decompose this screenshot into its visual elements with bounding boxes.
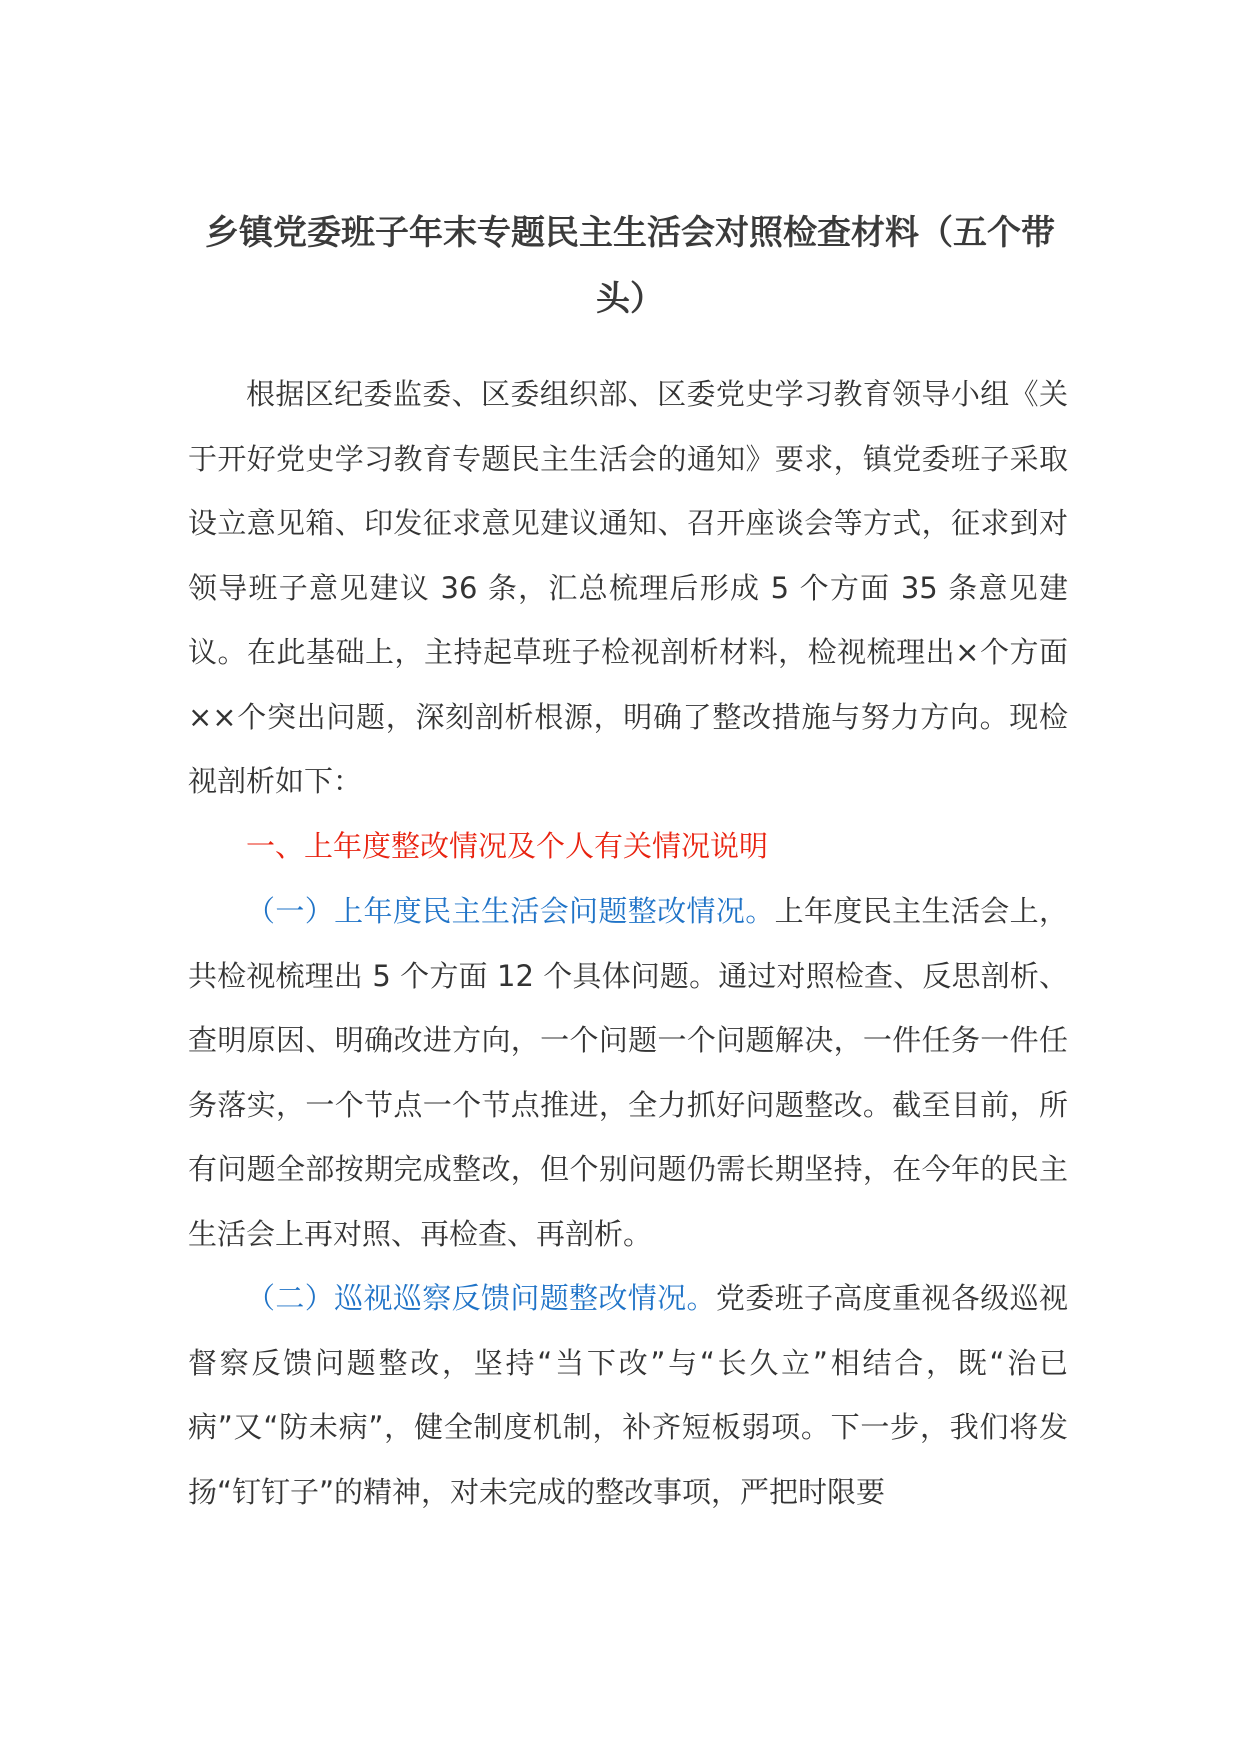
subsection-2-lead: （二）巡视巡察反馈问题整改情况。 (246, 1281, 716, 1315)
intro-paragraph: 根据区纪委监委、区委组织部、区委党史学习教育领导小组《关于开好党史学习教育专题民主生活会的通知》要求，镇党委班子采取设立意见箱、印发征求意见建议通知、召开座谈会等方式，征求到对领导班子意见建议 36 条，汇总梳理后形成 5 个方面 35 条意见建议。在此基础上，主持起草班子检视剖析材料，检视梳理出×个方面××个突出问题，深刻剖析根源，明确了整改措施与努力方向。现检视剖析如下： (188, 377, 1068, 798)
subsection-1-lead: （一）上年度民主生活会问题整改情况。 (246, 894, 775, 928)
subsection-1-block (188, 879, 1068, 1266)
intro-block (188, 362, 1068, 814)
subsection-1-paragraph (188, 879, 1068, 1266)
subsection-2-block (188, 1266, 1068, 1524)
document-title: 乡镇党委班子年末专题民主生活会对照检查材料（五个带头） (205, 213, 1055, 319)
subsection-2-text: 党委班子高度重视各级巡视督察反馈问题整改，坚持“当下改”与“长久立”相结合，既“治已病”又“防未病”，健全制度机制，补齐短板弱项。下一步，我们将发扬“钉钉子”的精神，对未完成的整改事项，严把时限要 (188, 1281, 1068, 1509)
section-1-heading: 一、上年度整改情况及个人有关情况说明 (246, 829, 769, 863)
subsection-2-paragraph (188, 1266, 1068, 1524)
subsection-1-text: 上年度民主生活会上，共检视梳理出 5 个方面 12 个具体问题。通过对照检查、反思剖析、查明原因、明确改进方向，一个问题一个问题解决，一件任务一件任务落实，一个节点一个节点推进，全力抓好问题整改。截至目前，所有问题全部按期完成整改，但个别问题仍需长期坚持，在今年的民主生活会上再对照、再检查、再剖析。 (188, 894, 1068, 1251)
section-1-block (188, 814, 1068, 879)
